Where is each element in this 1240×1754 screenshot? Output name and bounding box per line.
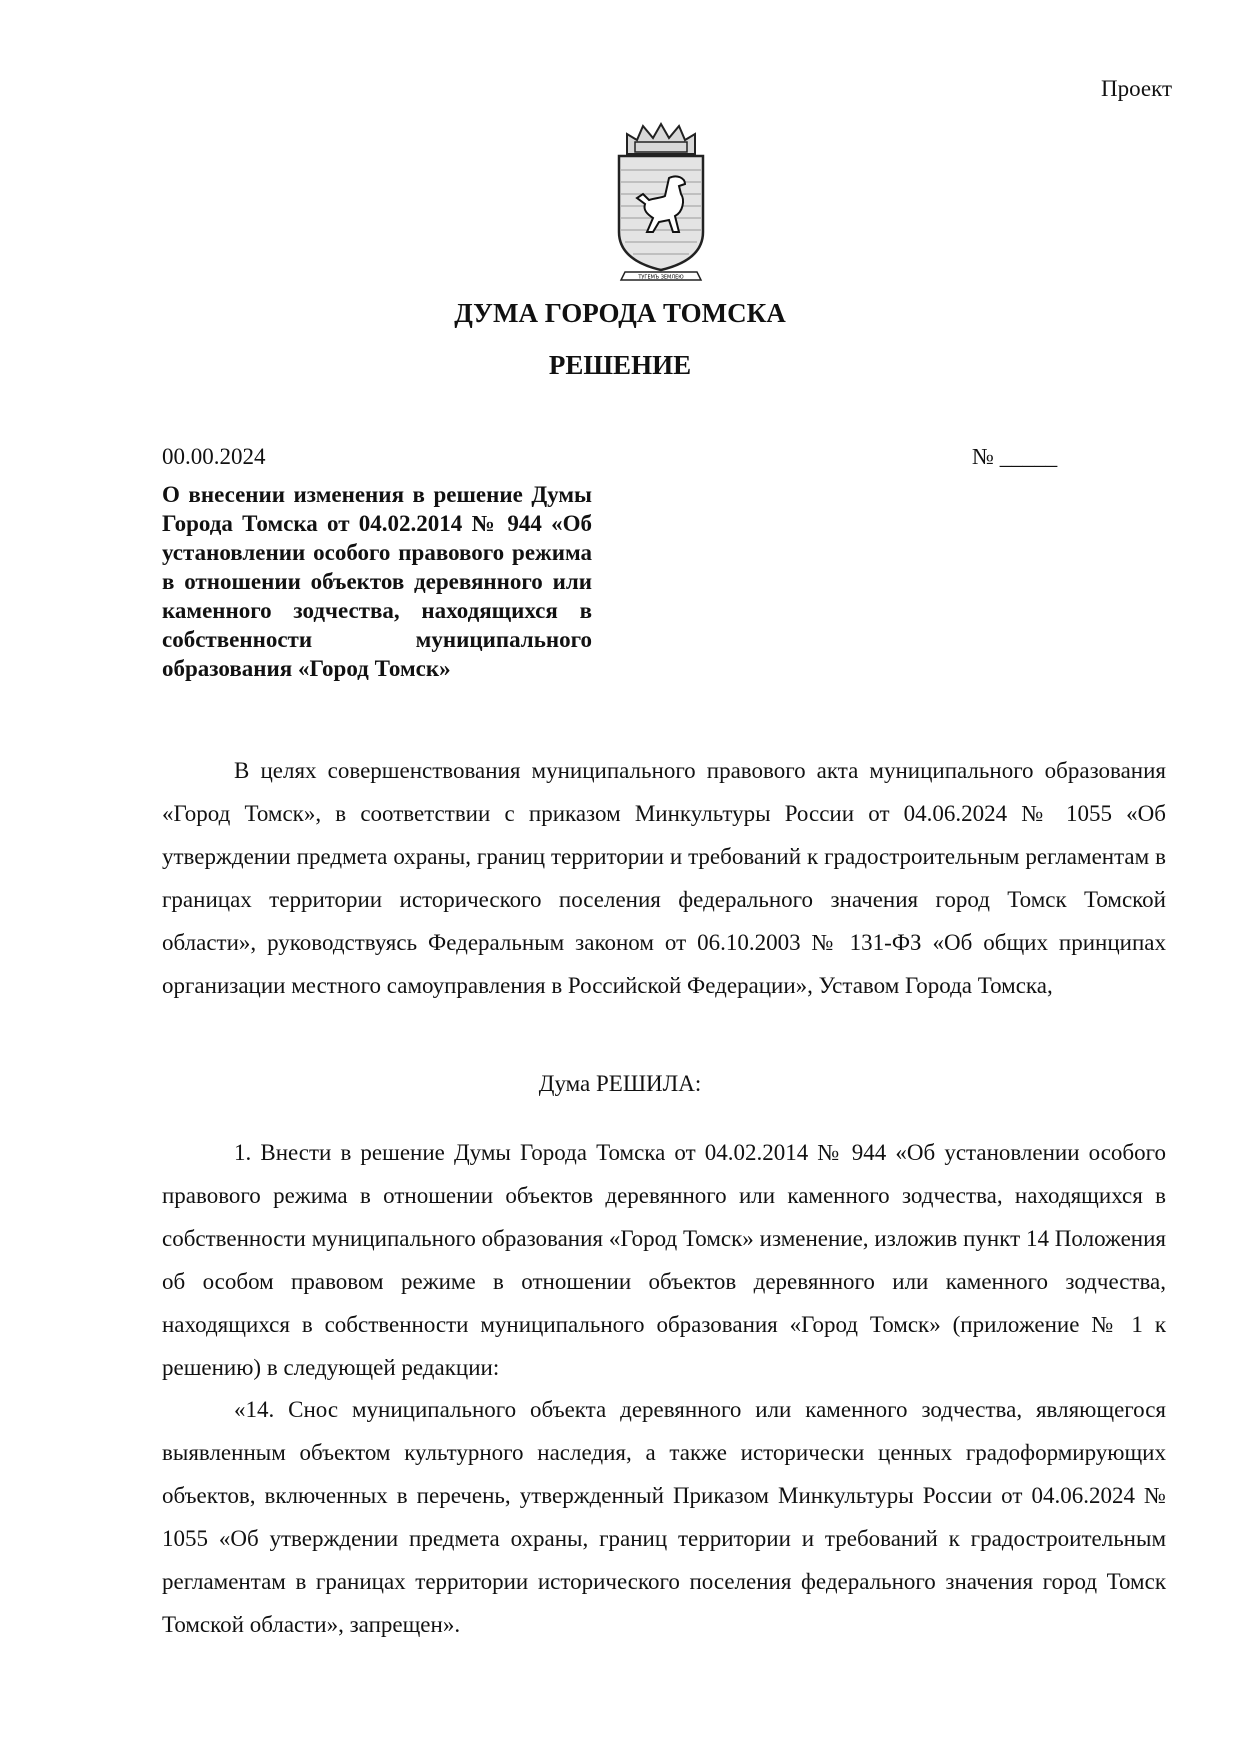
document-type: РЕШЕНИЕ xyxy=(548,350,692,380)
decision-date: 00.00.2024 xyxy=(162,444,266,469)
council-name: ДУМА ГОРОДА ТОМСКА xyxy=(454,298,786,328)
draft-label: Проект xyxy=(1100,76,1172,101)
decision-subject: О внесении изменения в решение Думы Города Томска от 04.02.2014 № 944 «Об установлении особого правового режима в отношении объектов деревянного или каменного зодчества, находящихся в собственности муниципального образования «Город Томск» xyxy=(162,482,592,681)
preamble-paragraph: В целях совершенствования муниципального правового акта муниципального образования «Город Томск», в соответствии с приказом Минкультуры России от 04.06.2024 № 1055 «Об утверждении предмета охраны, границ территории и требований к градостроительным регламентам в границах территории исторического поселения федерального значения город Томск Томской области», руководствуясь Федеральным законом от 06.10.2003 № 131-ФЗ «Об общих принципах организации местного самоуправления в Российской Федерации», Уставом Города Томска, xyxy=(162,758,1166,998)
emblem-motto: ТУГЕМЪ ЗЕМЛЕЮ xyxy=(638,274,684,281)
clause-14-quoted-paragraph: «14. Снос муниципального объекта деревянного или каменного зодчества, являющегося выявленным объектом культурного наследия, а также исторически ценных градоформирующих объектов, включенных в перечень, утвержденный Приказом Минкультуры России от 04.06.2024 № 1055 «Об утверждении предмета охраны, границ территории и требований к градостроительным регламентам в границах территории исторического поселения федерального значения город Томск Томской области», запрещен». xyxy=(162,1397,1166,1637)
resolution-heading: Дума РЕШИЛА: xyxy=(538,1071,702,1096)
decision-number: № _____ xyxy=(972,444,1058,469)
tomsk-coat-of-arms-emblem xyxy=(609,120,713,284)
clause-1-paragraph: 1. Внести в решение Думы Города Томска от 04.02.2014 № 944 «Об установлении особого правового режима в отношении объектов деревянного или каменного зодчества, находящихся в собственности муниципального образования «Город Томск» изменение, изложив пункт 14 Положения об особом правовом режиме в отношении объектов деревянного или каменного зодчества, находящихся в собственности муниципального образования «Город Томск» (приложение № 1 к решению) в следующей редакции: xyxy=(162,1140,1166,1380)
